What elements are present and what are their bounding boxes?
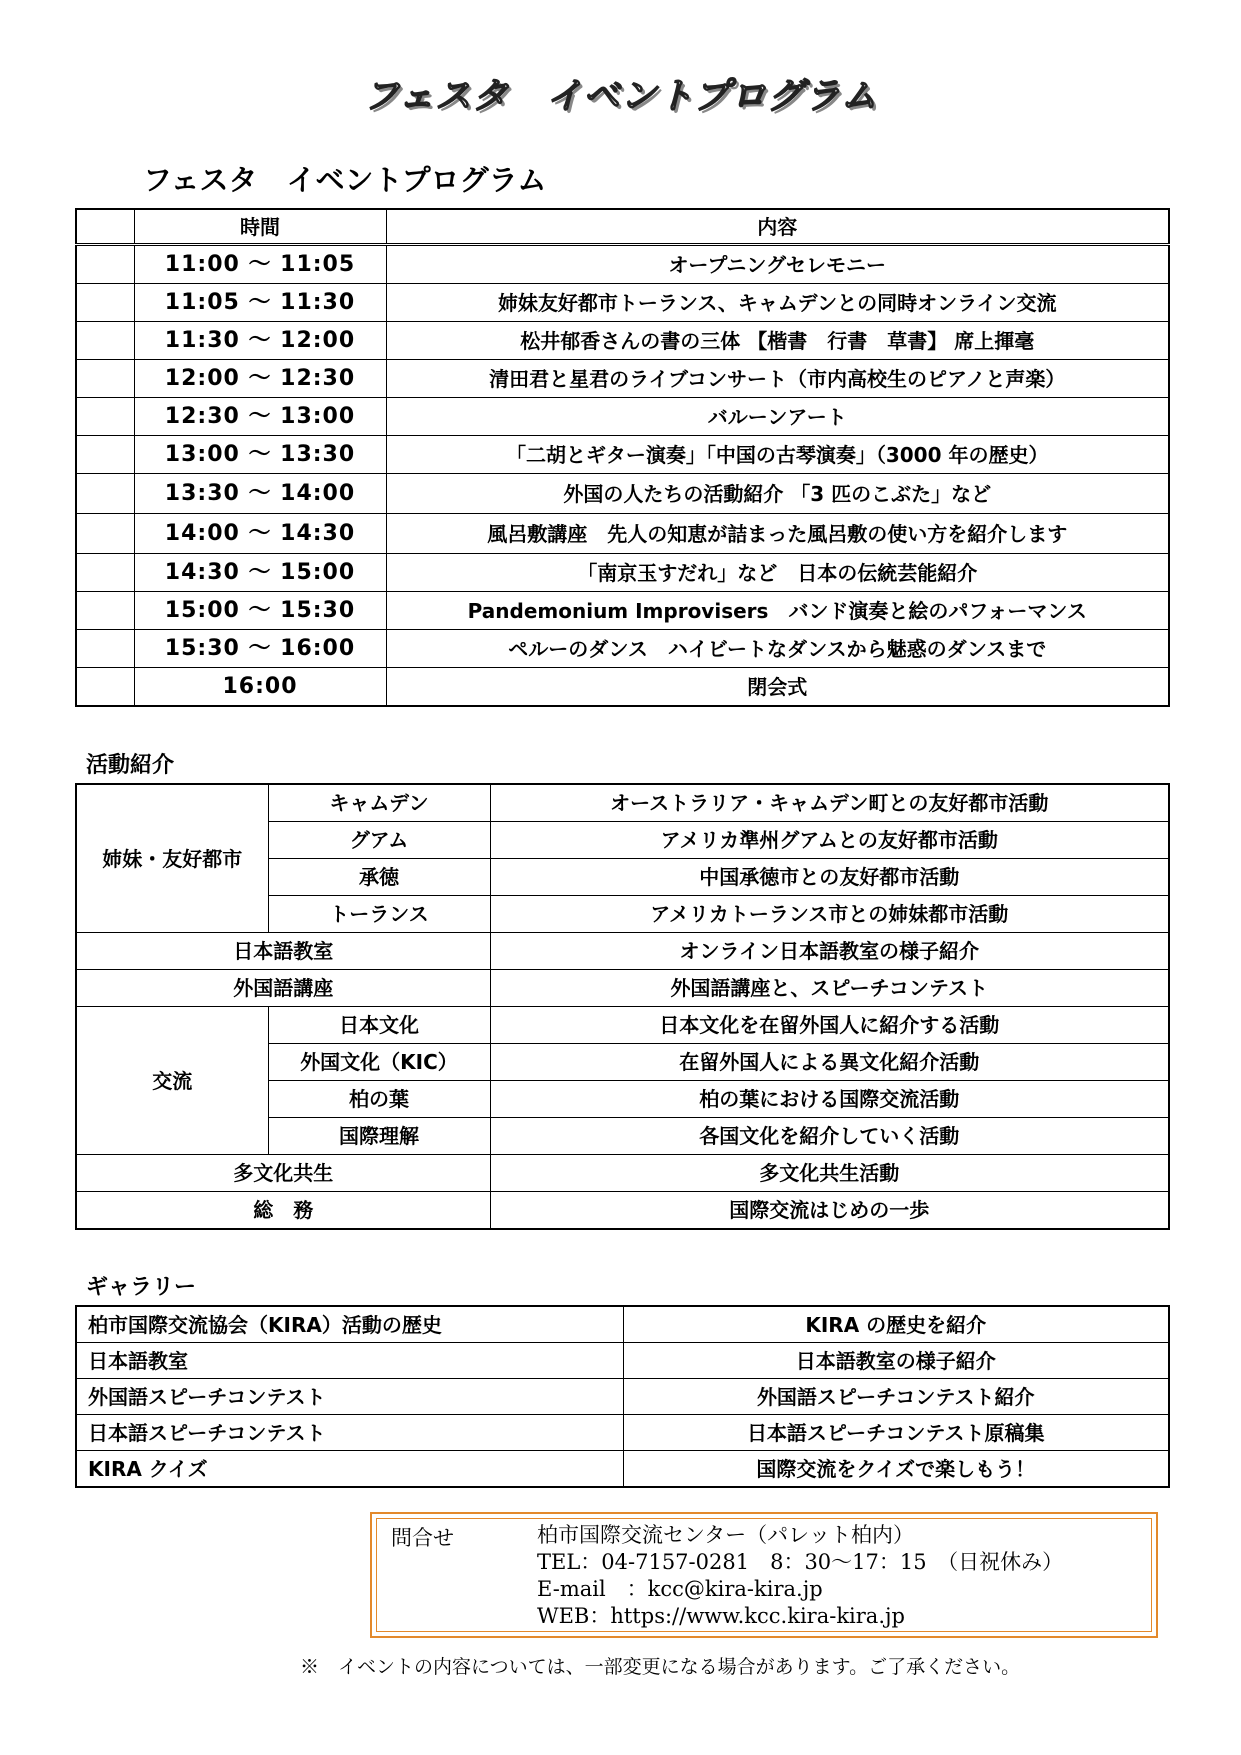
program-header-blank xyxy=(76,209,134,245)
gallery-title: ギャラリー xyxy=(86,1275,197,1300)
program-time: 14:30 ～ 15:00 xyxy=(134,554,386,592)
activity-desc: オンライン日本語教室の様子紹介 xyxy=(490,933,1169,970)
program-row-blank xyxy=(76,474,134,514)
table-row xyxy=(76,398,1169,436)
table-row xyxy=(76,933,1169,970)
activity-name: 日本語教室 xyxy=(76,933,490,970)
activity-name: 日本文化 xyxy=(268,1007,490,1044)
activity-name: 国際理解 xyxy=(268,1118,490,1155)
activity-desc: 柏の葉における国際交流活動 xyxy=(490,1081,1169,1118)
main-title: フェスタ イベントプログラム xyxy=(363,76,878,117)
program-content: 風呂敷講座 先人の知恵が詰まった風呂敷の使い方を紹介します xyxy=(386,514,1169,554)
program-content: 「二胡とギター演奏」「中国の古琴演奏」（3000 年の歴史） xyxy=(386,436,1169,474)
program-time: 15:30 ～ 16:00 xyxy=(134,630,386,668)
program-content: 松井郁香さんの書の三体 【楷書 行書 草書】 席上揮毫 xyxy=(386,322,1169,360)
program-time: 11:05 ～ 11:30 xyxy=(134,284,386,322)
table-row xyxy=(76,668,1169,707)
activity-desc: 国際交流はじめの一歩 xyxy=(490,1192,1169,1230)
gallery-item: 日本語教室 xyxy=(76,1343,623,1379)
table-row xyxy=(76,474,1169,514)
program-body xyxy=(76,245,1169,707)
activity-name: キャムデン xyxy=(268,784,490,822)
exchange-label: 交流 xyxy=(76,1007,268,1155)
program-time: 13:00 ～ 13:30 xyxy=(134,436,386,474)
program-content: 姉妹友好都市トーランス、キャムデンとの同時オンライン交流 xyxy=(386,284,1169,322)
activity-name: トーランス xyxy=(268,896,490,933)
activity-desc: アメリカトーランス市との姉妹都市活動 xyxy=(490,896,1169,933)
program-row-blank xyxy=(76,245,134,284)
program-row-blank xyxy=(76,284,134,322)
table-row xyxy=(76,1007,1169,1044)
table-row xyxy=(76,360,1169,398)
table-row xyxy=(76,784,1169,822)
program-time: 13:30 ～ 14:00 xyxy=(134,474,386,514)
gallery-item: 外国語スピーチコンテスト xyxy=(76,1379,623,1415)
program-content: 閉会式 xyxy=(386,668,1169,707)
program-row-blank xyxy=(76,668,134,707)
activity-name: 総 務 xyxy=(76,1192,490,1230)
program-header-time: 時間 xyxy=(134,209,386,245)
table-row xyxy=(76,322,1169,360)
table-row xyxy=(76,1306,1169,1343)
table-row xyxy=(76,1451,1169,1488)
activity-name: 多文化共生 xyxy=(76,1155,490,1192)
activity-desc: 多文化共生活動 xyxy=(490,1155,1169,1192)
table-row xyxy=(76,1155,1169,1192)
gallery-desc: 外国語スピーチコンテスト紹介 xyxy=(623,1379,1169,1415)
program-content: Pandemonium Improvisers バンド演奏と絵のパフォーマンス xyxy=(386,592,1169,630)
footnote: ※ イベントの内容については、一部変更になる場合があります。ご了承ください。 xyxy=(300,1656,1021,1678)
program-header-row xyxy=(76,209,1169,245)
table-row xyxy=(76,1379,1169,1415)
program-time: 11:00 ～ 11:05 xyxy=(134,245,386,284)
program-content: 外国の人たちの活動紹介 「3 匹のこぶた」など xyxy=(386,474,1169,514)
program-time: 11:30 ～ 12:00 xyxy=(134,322,386,360)
activity-name: 外国語講座 xyxy=(76,970,490,1007)
program-content: 「南京玉すだれ」など 日本の伝統芸能紹介 xyxy=(386,554,1169,592)
sister-city-label: 姉妹・友好都市 xyxy=(76,784,268,933)
gallery-body xyxy=(76,1306,1169,1487)
program-content: バルーンアート xyxy=(386,398,1169,436)
table-row xyxy=(76,554,1169,592)
gallery-desc: KIRA の歴史を紹介 xyxy=(623,1306,1169,1343)
activity-name: 外国文化（KIC） xyxy=(268,1044,490,1081)
table-row xyxy=(76,1415,1169,1451)
gallery-desc: 日本語教室の様子紹介 xyxy=(623,1343,1169,1379)
gallery-item: 柏市国際交流協会（KIRA）活動の歴史 xyxy=(76,1306,623,1343)
program-row-blank xyxy=(76,398,134,436)
table-row xyxy=(76,1343,1169,1379)
program-row-blank xyxy=(76,360,134,398)
contact-label: 問合せ xyxy=(391,1526,454,1550)
activity-name: 承徳 xyxy=(268,859,490,896)
program-row-blank xyxy=(76,436,134,474)
program-content: 清田君と星君のライブコンサート（市内高校生のピアノと声楽） xyxy=(386,360,1169,398)
program-row-blank xyxy=(76,592,134,630)
activity-desc: アメリカ準州グアムとの友好都市活動 xyxy=(490,822,1169,859)
contact-lines xyxy=(537,1522,1063,1630)
activity-desc: 各国文化を紹介していく活動 xyxy=(490,1118,1169,1155)
program-row-blank xyxy=(76,322,134,360)
table-row xyxy=(76,592,1169,630)
activity-table xyxy=(75,783,1170,1230)
activity-desc: 外国語講座と、スピーチコンテスト xyxy=(490,970,1169,1007)
program-row-blank xyxy=(76,514,134,554)
table-row xyxy=(76,284,1169,322)
program-table xyxy=(75,208,1170,707)
contact-line-tel: TEL：04-7157-0281 8：30～17：15 （日祝休み） xyxy=(537,1550,1064,1574)
activity-title: 活動紹介 xyxy=(86,753,175,778)
gallery-table xyxy=(75,1305,1170,1488)
table-row xyxy=(76,245,1169,284)
table-row xyxy=(76,514,1169,554)
activity-name: 柏の葉 xyxy=(268,1081,490,1118)
program-content: オープニングセレモニー xyxy=(386,245,1169,284)
program-time: 15:00 ～ 15:30 xyxy=(134,592,386,630)
program-row-blank xyxy=(76,630,134,668)
program-content: ペルーのダンス ハイビートなダンスから魅惑のダンスまで xyxy=(386,630,1169,668)
gallery-item: KIRA クイズ xyxy=(76,1451,623,1488)
activity-desc: オーストラリア・キャムデン町との友好都市活動 xyxy=(490,784,1169,822)
contact-box xyxy=(370,1512,1158,1638)
program-time: 12:00 ～ 12:30 xyxy=(134,360,386,398)
contact-line-center: 柏市国際交流センター（パレット柏内） xyxy=(537,1523,914,1547)
program-header-content: 内容 xyxy=(386,209,1169,245)
program-row-blank xyxy=(76,554,134,592)
table-row xyxy=(76,1192,1169,1230)
gallery-item: 日本語スピーチコンテスト xyxy=(76,1415,623,1451)
contact-line-email: E-mail ：kcc@kira-kira.jp xyxy=(537,1577,823,1601)
program-time: 12:30 ～ 13:00 xyxy=(134,398,386,436)
activity-desc: 中国承徳市との友好都市活動 xyxy=(490,859,1169,896)
table-row xyxy=(76,970,1169,1007)
program-time: 16:00 xyxy=(134,668,386,707)
table-row xyxy=(76,436,1169,474)
program-title: フェスタ イベントプログラム xyxy=(143,163,547,197)
activity-desc: 在留外国人による異文化紹介活動 xyxy=(490,1044,1169,1081)
gallery-desc: 日本語スピーチコンテスト原稿集 xyxy=(623,1415,1169,1451)
activity-desc: 日本文化を在留外国人に紹介する活動 xyxy=(490,1007,1169,1044)
table-row xyxy=(76,630,1169,668)
contact-line-web: WEB：https://www.kcc.kira-kira.jp xyxy=(537,1604,905,1628)
gallery-desc: 国際交流をクイズで楽しもう！ xyxy=(623,1451,1169,1488)
program-time: 14:00 ～ 14:30 xyxy=(134,514,386,554)
activity-name: グアム xyxy=(268,822,490,859)
